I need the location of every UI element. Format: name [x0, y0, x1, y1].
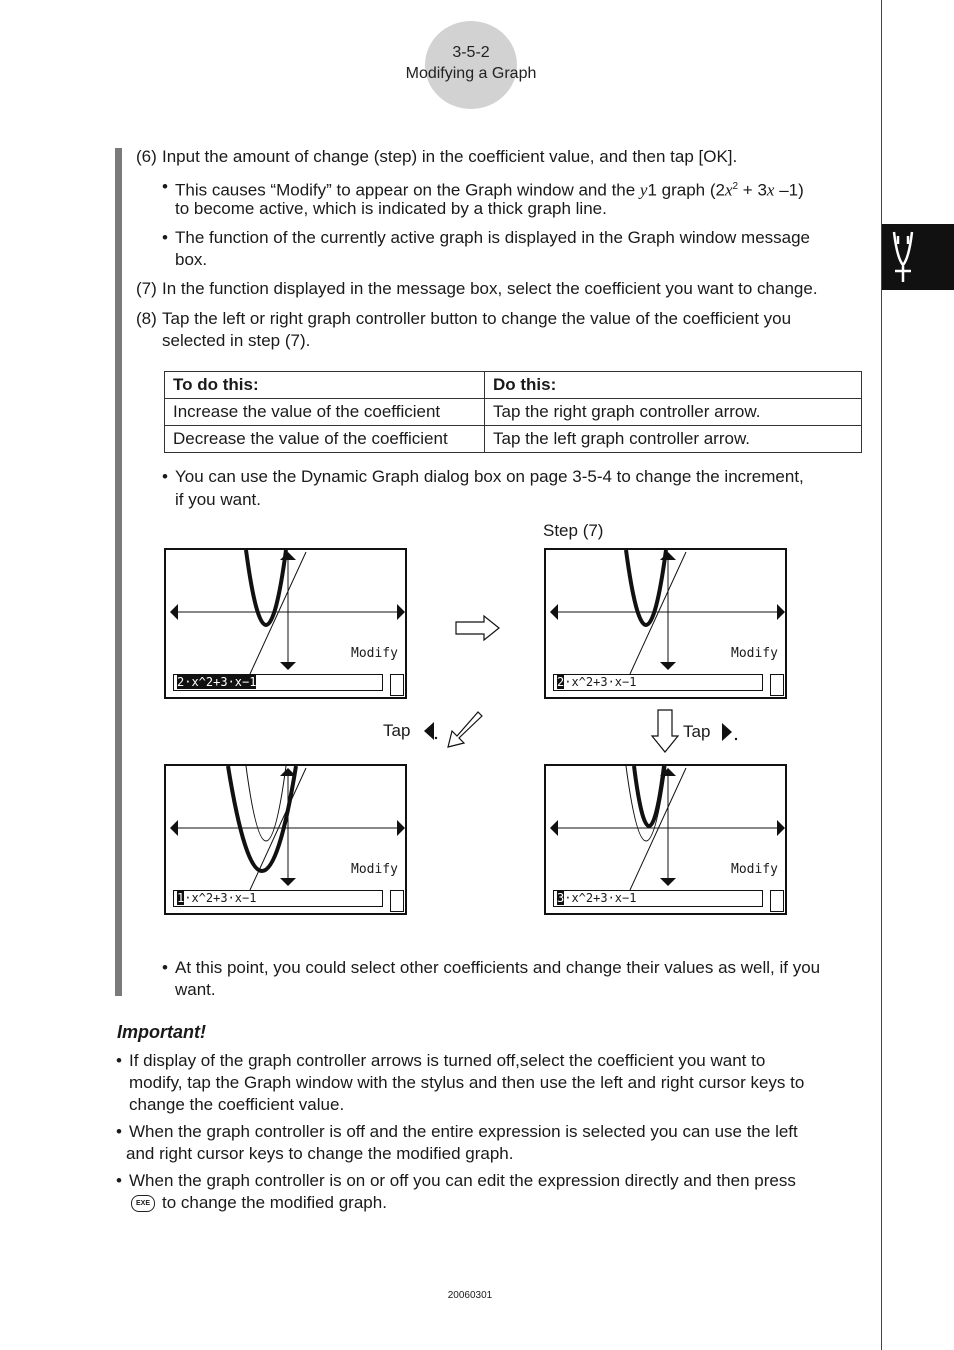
important-bullet1-line3: change the coefficient value. — [129, 1095, 345, 1114]
step7-text: In the function displayed in the message box, select the coefficient you want to change. — [162, 279, 818, 298]
expression-box[interactable]: 3·x^2+3·x−1 — [553, 890, 763, 907]
step6-bullet2-line2: box. — [175, 250, 208, 269]
left-controller-arrow-icon — [422, 720, 438, 742]
step6-text: Input the amount of change (step) in the coefficient value, and then tap [OK]. — [162, 147, 738, 166]
right-controller-arrow-icon — [720, 721, 738, 743]
scroll-spinner[interactable] — [390, 674, 404, 696]
step-label: Step (7) — [543, 521, 604, 540]
expression-box[interactable]: 1·x^2+3·x−1 — [173, 890, 383, 907]
modify-label: Modify — [351, 862, 398, 877]
step8-text-line1: Tap the left or right graph controller button to change the value of the coefficient you — [162, 309, 792, 328]
important-bullet2-line1: • When the graph controller is off and the entire expression is selected you can use the left — [129, 1121, 798, 1143]
table-header-cell: Do this: — [485, 372, 862, 399]
action-table — [164, 371, 862, 453]
important-bullet1-line1: • If display of the graph controller arrows is turned off,select the coefficient you want to — [129, 1050, 765, 1072]
important-bullet1-line2: modify, tap the Graph window with the stylus and then use the left and right cursor keys to — [129, 1073, 805, 1092]
exe-key-icon: EXE — [131, 1195, 155, 1212]
after-note-line1: • At this point, you could select other coefficients and change their values as well, if you — [175, 957, 820, 979]
step8-text-line2: selected in step (7). — [162, 331, 311, 350]
step6-bullet1-line1: • This causes “Modify” to appear on the Graph window and the y1 graph ($2x^2 + 3x$ –1) — [175, 176, 804, 202]
calculator-screen-initial — [164, 548, 407, 699]
calculator-screen-step7 — [544, 548, 787, 699]
important-bullet2-line2: and right cursor keys to change the modified graph. — [126, 1144, 514, 1163]
change-bar — [115, 148, 122, 996]
section-title: Modifying a Graph — [405, 65, 537, 82]
scroll-spinner[interactable] — [770, 890, 784, 912]
expression-box[interactable]: 2·x^2+3·x−1 — [553, 674, 763, 691]
table-row — [165, 426, 862, 453]
important-bullet3-line2: to change the modified graph. — [162, 1193, 387, 1212]
graph-chapter-icon — [882, 224, 954, 290]
step6-number: (6) — [136, 147, 157, 166]
step8-number: (8) — [136, 309, 157, 328]
footer-code: 20060301 — [447, 1290, 493, 1301]
modify-label: Modify — [731, 862, 778, 877]
important-title: Important! — [117, 1022, 206, 1042]
calculator-screen-increased — [544, 764, 787, 915]
after-note-line2: want. — [175, 980, 216, 999]
table-cell: Increase the value of the coefficient — [165, 399, 485, 426]
modify-label: Modify — [351, 646, 398, 661]
tap-left-label: Tap — [383, 721, 411, 740]
table-cell: Tap the left graph controller arrow. — [485, 426, 862, 453]
step7-number: (7) — [136, 279, 157, 298]
table-header-cell: To do this: — [165, 372, 485, 399]
chapter-tab — [882, 224, 954, 290]
table-cell: Decrease the value of the coefficient — [165, 426, 485, 453]
step6-bullet1-line2: to become active, which is indicated by a thick graph line. — [175, 199, 607, 218]
table-row — [165, 399, 862, 426]
page-number: 3-5-2 — [452, 44, 490, 61]
step6-bullet2-line1: • The function of the currently active graph is displayed in the Graph window message — [175, 227, 810, 249]
right-arrow-icon — [454, 614, 502, 642]
page-edge-rule — [881, 0, 882, 1350]
dynamic-note-line1: • You can use the Dynamic Graph dialog box on page 3-5-4 to change the increment, — [175, 466, 804, 488]
modify-label: Modify — [731, 646, 778, 661]
down-left-arrow-icon — [445, 710, 485, 750]
table-header-row — [165, 372, 862, 399]
calculator-screen-decreased — [164, 764, 407, 915]
important-bullet3-line1: • When the graph controller is on or off you can edit the expression directly and then press — [129, 1170, 796, 1192]
scroll-spinner[interactable] — [770, 674, 784, 696]
expression-box[interactable]: 2·x^2+3·x−1 — [173, 674, 383, 691]
down-arrow-icon — [650, 708, 680, 754]
tap-right-label: Tap — [683, 722, 711, 741]
table-cell: Tap the right graph controller arrow. — [485, 399, 862, 426]
scroll-spinner[interactable] — [390, 890, 404, 912]
dynamic-note-line2: if you want. — [175, 490, 261, 509]
